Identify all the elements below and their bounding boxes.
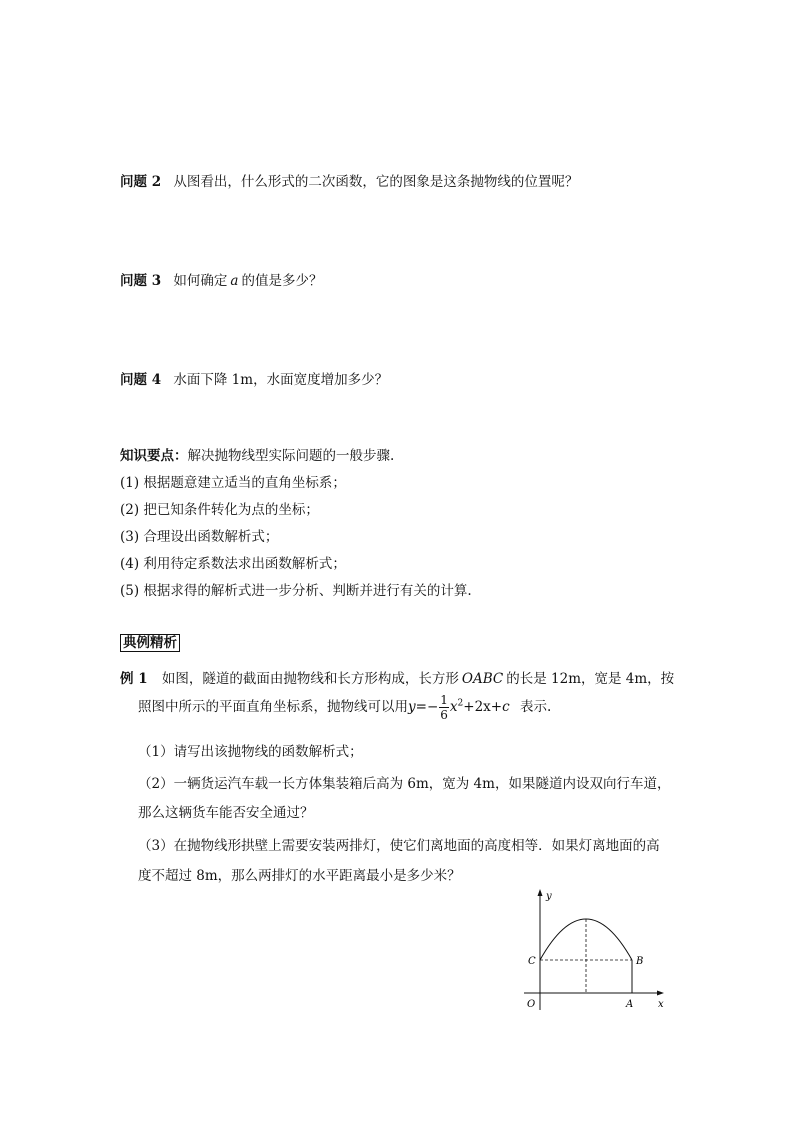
y-axis-arrow [538,889,543,896]
example-1-sub-2: （2）一辆货运汽车载一长方体集装箱后高为 6m，宽为 4m，如果隧道内设双向行车道， [138,776,671,792]
x-axis-arrow [657,991,664,996]
question-3-text-b: 的值是多少？ [241,273,323,289]
label-y: y [546,891,552,902]
example-1-line-2 [138,693,551,722]
question-4 [120,368,388,388]
knowledge-step: (3) 合理设出函数解析式； [120,529,279,545]
knowledge-intro: 解决抛物线型实际问题的一般步骤. [187,448,395,464]
question-2-label: 问题 2 [120,174,162,190]
equation-exponent: 2 [457,698,464,709]
question-3-label: 问题 3 [120,273,162,289]
equation-fraction: $\frac{1}{6}$ [440,693,448,722]
label-B: B [636,956,644,967]
example-1-rect-name: OABC [461,671,504,687]
example-1-line-1 [120,667,674,687]
tunnel-figure [510,885,680,1015]
label-C: C [528,956,536,967]
example-1-text: 如图，隧道的截面由抛物线和长方形构成，长方形 [161,671,459,687]
knowledge-step: (5) 根据求得的解析式进一步分析、判断并进行有关的计算. [120,583,472,599]
question-3-var: a [230,273,239,289]
example-1-sub-1: （1）请写出该抛物线的函数解析式； [138,744,363,760]
knowledge-title: 知识要点： [120,448,188,464]
equation-term: +2x+ [463,699,503,715]
example-1-label: 例 1 [120,671,148,687]
example-1-sub-2-cont: 那么这辆货车能否安全通过？ [138,805,314,821]
section-title-text: 典例精析 [120,634,180,652]
knowledge-step: (2) 把已知条件转化为点的坐标； [120,502,319,518]
question-3 [120,269,322,289]
example-1-sub-3: （3）在抛物线形拱壁上需要安装两排灯，使它们离地面的高度相等．如果灯离地面的高 [138,838,660,854]
section-title [120,631,180,651]
question-2-text: 从图看出，什么形式的二次函数，它的图象是这条抛物线的位置呢？ [173,174,579,190]
label-x: x [658,999,664,1010]
question-2 [120,170,578,190]
example-1-text: 照图中所示的平面直角坐标系，抛物线可以用 [138,699,408,715]
example-1-text: 表示. [519,699,552,715]
question-4-text: 水面下降 1m，水面宽度增加多少？ [173,372,389,388]
question-3-text-a: 如何确定 [173,273,228,289]
example-1-sub-3-cont: 度不超过 8m，那么两排灯的水平距离最小是多少米？ [138,868,461,884]
equation-c: c [502,699,510,715]
label-A: A [626,999,634,1010]
question-4-label: 问题 4 [120,372,162,388]
equation-x: x [449,699,458,715]
equation-eq: =− [415,699,439,715]
example-1-text: 的长是 12m，宽是 4m，按 [506,671,675,687]
knowledge-step: (1) 根据题意建立适当的直角坐标系； [120,475,346,491]
label-O: O [527,999,536,1010]
equation-y: y [408,699,416,715]
knowledge-step: (4) 利用待定系数法求出函数解析式； [120,556,346,572]
knowledge-heading [120,444,394,464]
